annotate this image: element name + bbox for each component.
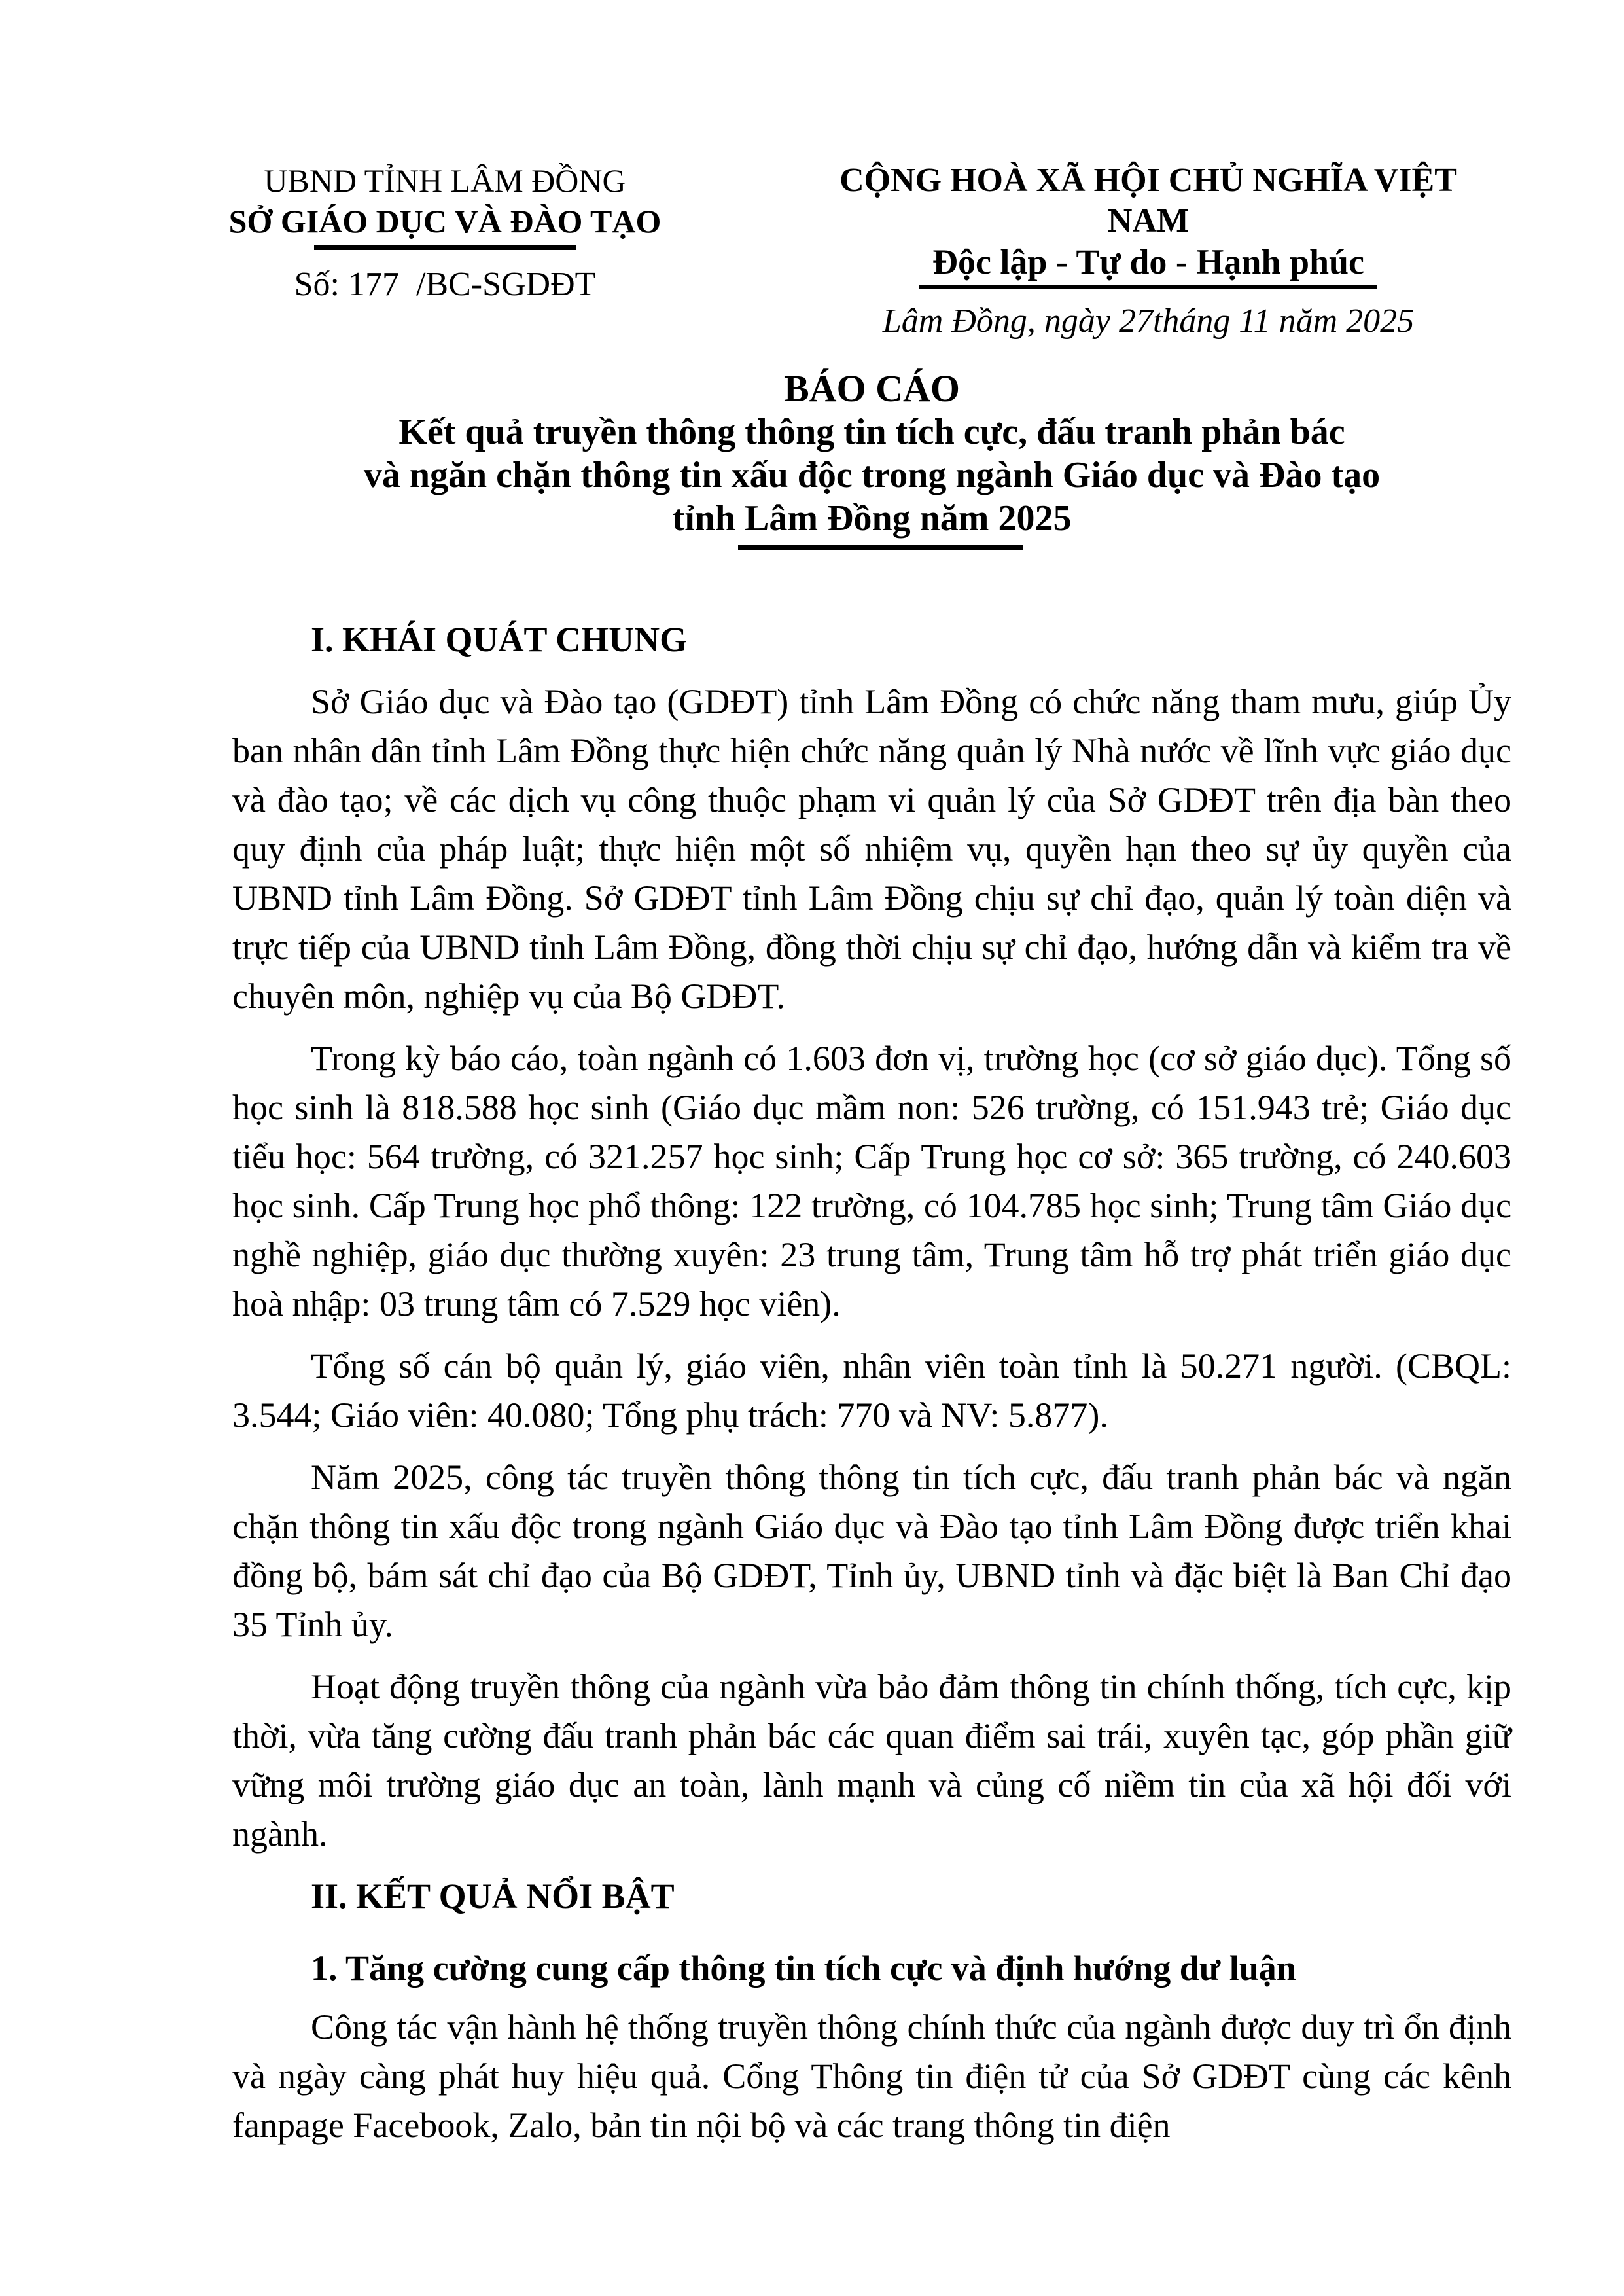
paragraph: Tổng số cán bộ quản lý, giáo viên, nhân viên toàn tỉnh là 50.271 người. (CBQL: 3.544; Giáo viên: 40.080; Tổng phụ trách: 770 và NV: 5.877). (232, 1346, 1511, 1435)
section-2-heading: II. KẾT QUẢ NỔI BẬT (311, 1876, 675, 1916)
document-number: Số: 177 /BC-SGDĐT (294, 266, 596, 303)
paragraph: Hoạt động truyền thông của ngành vừa bảo đảm thông tin chính thống, tích cực, kịp thời, vừa tăng cường đấu tranh phản bác các quan điểm sai trái, xuyên tạc, góp phần giữ vững môi trường giáo dục an toàn, lành mạnh và củng cố niềm tin của xã hội đối với ngành. (232, 1667, 1511, 1854)
section-1-heading: I. KHÁI QUÁT CHUNG (311, 620, 688, 659)
document-type: BÁO CÁO (783, 367, 961, 410)
document-body (232, 615, 1511, 2150)
document-header (228, 160, 1511, 340)
paragraph: Công tác vận hành hệ thống truyền thông chính thức của ngành được duy trì ổn định và ngày càng phát huy hiệu quả. Cổng Thông tin điện tử của Sở GDĐT cùng các kênh fanpage Facebook, Zalo, bản tin nội bộ và các trang thông tin điện (232, 2007, 1511, 2145)
motto-underline (919, 285, 1377, 289)
paragraph: Trong kỳ báo cáo, toàn ngành có 1.603 đơn vị, trường học (cơ sở giáo dục). Tổng số học sinh là 818.588 học sinh (Giáo dục mầm non: 526 trường, có 151.943 trẻ; Giáo dục tiểu học: 564 trường, có 321.257 học sinh; Cấp Trung học cơ sở: 365 trường, có 240.603 học sinh. Cấp Trung học phổ thông: 122 trường, có 104.785 học sinh; Trung tâm Giáo dục nghề nghiệp, giáo dục thường xuyên: 23 trung tâm, Trung tâm hỗ trợ phát triển giáo dục hoà nhập: 03 trung tâm có 7.529 học viên). (232, 1039, 1511, 1323)
agency-name: SỞ GIÁO DỤC VÀ ĐÀO TẠO (228, 203, 662, 240)
national-motto: Độc lập - Tự do - Hạnh phúc (932, 242, 1365, 281)
section-2-subheading-1: 1. Tăng cường cung cấp thông tin tích cực và định hướng dư luận (311, 1948, 1296, 1988)
issuing-agency-block (216, 160, 674, 305)
title-underline (738, 545, 1023, 550)
title-line-1: Kết quả truyền thông thông tin tích cực, đấu tranh phản bác (398, 412, 1345, 452)
paragraph: Sở Giáo dục và Đào tạo (GDĐT) tỉnh Lâm Đồng có chức năng tham mưu, giúp Ủy ban nhân dân tỉnh Lâm Đồng thực hiện chức năng quản lý Nhà nước về lĩnh vực giáo dục và đào tạo; về các dịch vụ công thuộc phạm vi quản lý của Sở GDĐT trên địa bàn theo quy định của pháp luật; thực hiện một số nhiệm vụ, quyền hạn theo sự ủy quyền của UBND tỉnh Lâm Đồng. Sở GDĐT tỉnh Lâm Đồng chịu sự chỉ đạo, quản lý toàn diện và trực tiếp của UBND tỉnh Lâm Đồng, đồng thời chịu sự chỉ đạo, hướng dẫn và kiểm tra về chuyên môn, nghiệp vụ của Bộ GDĐT. (232, 682, 1511, 1016)
agency-name-underline (314, 245, 576, 250)
national-name: CỘNG HOÀ XÃ HỘI CHỦ NGHĨA VIỆT NAM (839, 162, 1457, 240)
superior-agency-name: UBND TỈNH LÂM ĐỒNG (264, 162, 626, 199)
title-line-3: tỉnh Lâm Đồng năm 2025 (672, 498, 1072, 539)
paragraph: Năm 2025, công tác truyền thông thông tin tích cực, đấu tranh phản bác và ngăn chặn thông tin xấu độc trong ngành Giáo dục và Đào tạo tỉnh Lâm Đồng được triển khai đồng bộ, bám sát chỉ đạo của Bộ GDĐT, Tỉnh ủy, UBND tỉnh và đặc biệt là Ban Chỉ đạo 35 Tỉnh ủy. (232, 1458, 1511, 1644)
place-and-date: Lâm Đồng, ngày 27tháng 11 năm 2025 (882, 302, 1415, 340)
title-block (232, 367, 1511, 550)
national-heading-block (824, 160, 1472, 342)
title-line-2: và ngăn chặn thông tin xấu độc trong ngành Giáo dục và Đào tạo (363, 455, 1381, 495)
